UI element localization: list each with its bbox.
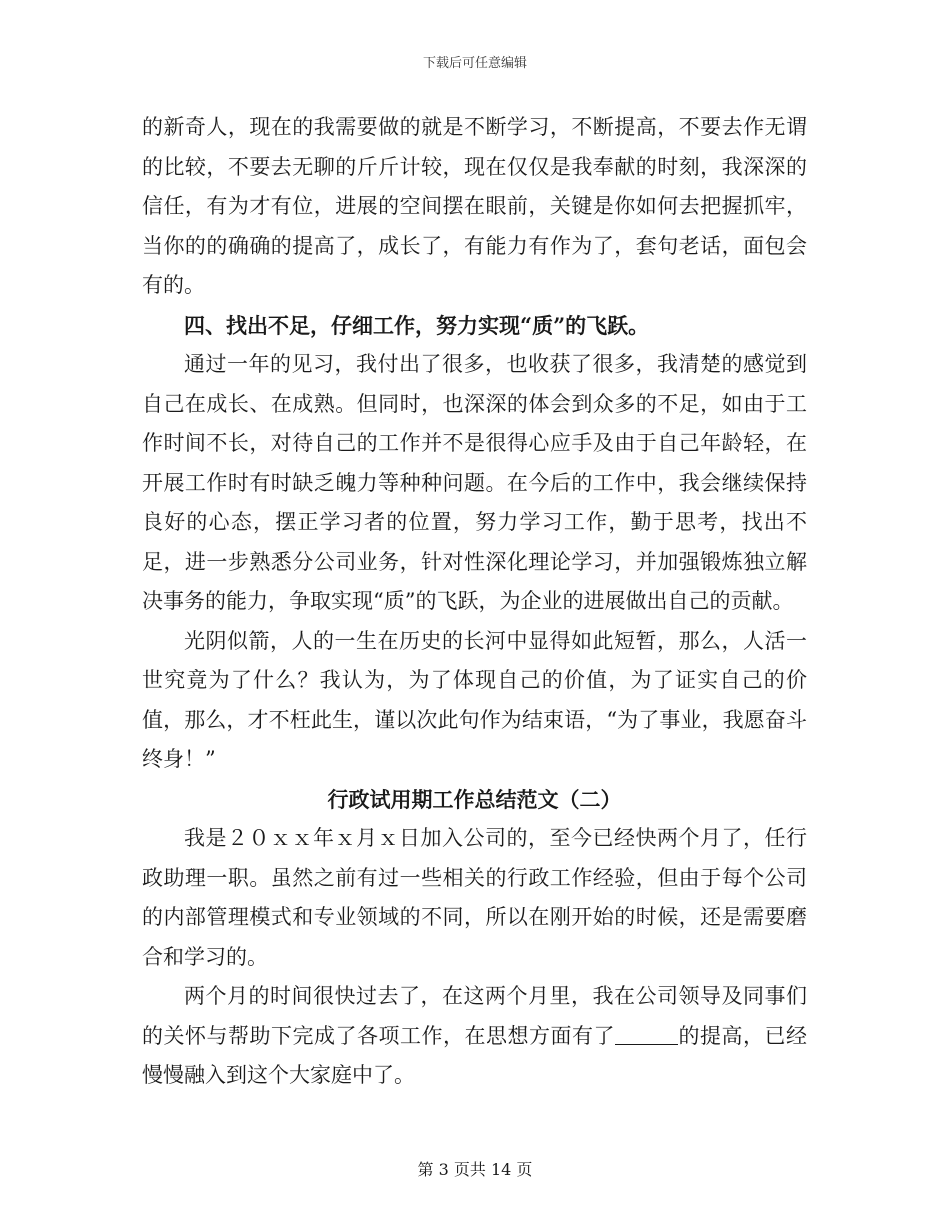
section-heading-4: 四、找出不足，仔细工作，努力实现“质”的飞跃。: [184, 312, 650, 338]
paragraph-intro: 我是２０ｘｘ年ｘ月ｘ日加入公司的，至今已经快两个月了，任行政助理一职。虽然之前有过一些相关的行政工作经验，但由于每个公司的内部管理模式和专业领域的不同，所以在刚开始的时候，还是需要磨合和学习的。: [142, 826, 807, 969]
paragraph-continuation: 的新奇人，现在的我需要做的就是不断学习，不断提高，不要去作无谓的比较，不要去无聊的斤斤计较，现在仅仅是我奉献的时刻，我深深的信任，有为才有位，进展的空间摆在眼前，关键是你如何去把握抓牢，当你的的确确的提高了，成长了，有能力有作为了，套句老话，面包会有的。: [142, 115, 807, 297]
article-title-2: 行政试用期工作总结范文（二）: [327, 786, 622, 812]
paragraph-progress-part2: 的提高，已经慢慢融入到这个大家庭中了。: [142, 1023, 807, 1087]
document-body: [142, 108, 807, 1096]
page-header: 下载后可任意编辑: [422, 56, 527, 71]
fill-in-blank: [615, 1023, 678, 1045]
paragraph-progress: [142, 977, 807, 1096]
paragraph-progress-part1: 两个月的时间很快过去了，在这两个月里，我在公司领导及同事们的关怀与帮助下完成了各项工作，在思想方面有了: [142, 984, 807, 1048]
paragraph-conclusion: 光阴似箭，人的一生在历史的长河中显得如此短暂，那么，人活一世究竟为了什么？我认为，为了体现自己的价值，为了证实自己的价值，那么，才不枉此生，谨以次此句作为结束语，“为了事业，我愿奋斗终身！”: [142, 628, 807, 771]
page-footer: 第 3 页共 14 页: [417, 1160, 533, 1179]
paragraph-review: 通过一年的见习，我付出了很多，也收获了很多，我清楚的感觉到自己在成长、在成熟。但同时，也深深的体会到众多的不足，如由于工作时间不长，对待自己的工作并不是很得心应手及由于自己年龄轻，在开展工作时有时缺乏魄力等种种问题。在今后的工作中，我会继续保持良好的心态，摆正学习者的位置，努力学习工作，勤于思考，找出不足，进一步熟悉分公司业务，针对性深化理论学习，并加强锻炼独立解决事务的能力，争取实现“质”的飞跃，为企业的进展做出自己的贡献。: [142, 352, 807, 613]
